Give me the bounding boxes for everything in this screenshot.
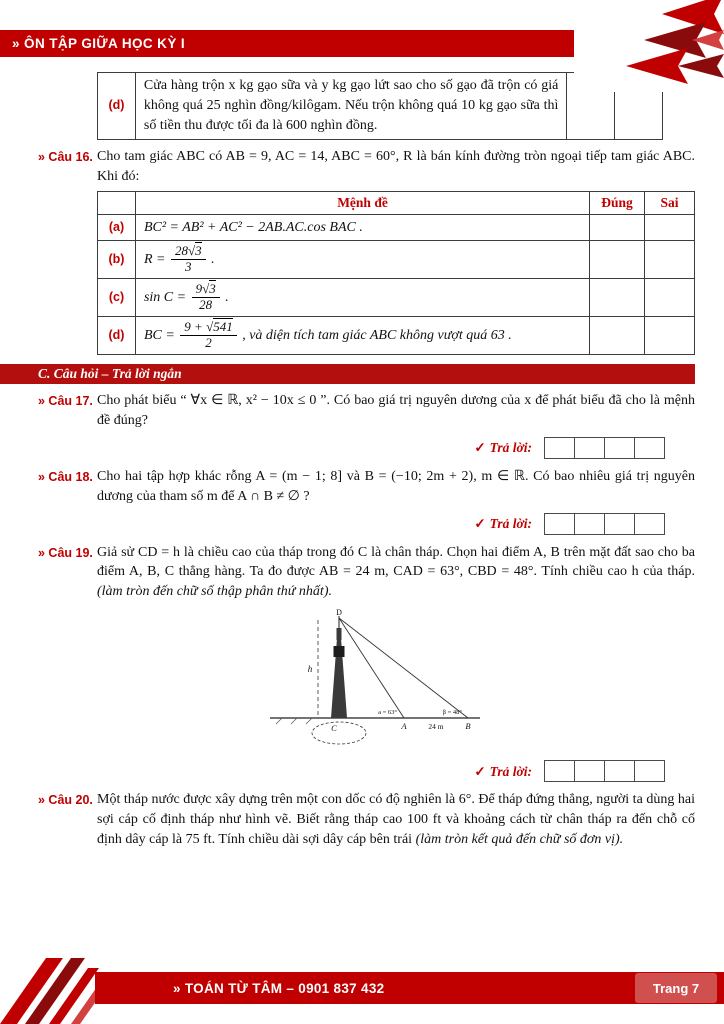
answer-label: ✓ Trả lời: xyxy=(474,515,532,531)
question-17-text: Cho phát biểu “ ∀x ∈ ℝ, x² − 10x ≤ 0 ”. Có bao giá trị nguyên dương của x để phát biểu đã cho là mệnh đề đúng? xyxy=(97,393,695,428)
answer-boxes-q17 xyxy=(545,437,665,459)
dung-mark-cell[interactable] xyxy=(590,241,645,279)
question-19 xyxy=(38,543,695,603)
section-c-title: C. Câu hỏi – Trả lời ngắn xyxy=(38,366,182,382)
question-20 xyxy=(38,790,695,850)
answer-label: ✓ Trả lời: xyxy=(474,440,532,456)
row-statement: Cửa hàng trộn x kg gạo sữa và y kg gạo lứt sao cho số gạo đã trộn có giá không quá 25 nghìn đồng/kilôgam. Nếu trộn không quá 10 kg gạo sữa thì số tiền thu được tối đa là 600 nghìn đồng. xyxy=(135,73,567,140)
header-empty-cell xyxy=(98,192,136,214)
answer-box[interactable] xyxy=(544,437,575,459)
question-16-text: Cho tam giác ABC có AB = 9, AC = 14, ABC = 60°, R là bán kính đường tròn ngoại tiếp tam giác ABC. Khi đó: xyxy=(97,148,695,184)
figure-distance: 24 m xyxy=(427,722,444,732)
question-16 xyxy=(38,147,695,187)
section-c-header xyxy=(0,364,695,384)
header-menhde: Mệnh đề xyxy=(135,192,589,214)
answer-box[interactable] xyxy=(574,513,605,535)
question-16-label: » Câu 16. xyxy=(38,149,93,164)
answer-box[interactable] xyxy=(604,760,635,782)
dung-mark-cell[interactable] xyxy=(590,214,645,241)
figure-label-h: h xyxy=(307,664,312,675)
check-icon: ✓ xyxy=(474,763,486,779)
question-20-text: Một tháp nước được xây dựng trên một con dốc có độ nghiên là 6°. Để tháp đứng thẳng, người ta dùng hai sợi cáp cố định tháp như hình vẽ. Biết rằng tháp cao 100 ft và khoảng cách từ chân tháp ra đến chỗ cố định dây cáp là 75 ft. Tính chiều dài sợi dây cáp bên trái (làm tròn kết quả đến chữ số đơn vị). xyxy=(97,792,695,847)
statement-row-d xyxy=(98,317,695,355)
row-label: (c) xyxy=(98,279,136,317)
sai-mark-cell[interactable] xyxy=(645,241,695,279)
figure-label-top: D xyxy=(335,608,342,618)
figure-point-c: C xyxy=(330,723,337,734)
header-sai: Sai xyxy=(645,192,695,214)
row-statement xyxy=(135,214,589,241)
figure-point-b: B xyxy=(464,721,471,732)
answer-box[interactable] xyxy=(604,437,635,459)
row-statement xyxy=(135,241,589,279)
answer-boxes-q18 xyxy=(545,513,665,535)
answer-row-q17 xyxy=(38,436,665,460)
sqrt-radical: √ 3 xyxy=(202,280,216,296)
answer-box[interactable] xyxy=(574,760,605,782)
answer-box[interactable] xyxy=(634,760,665,782)
answer-box[interactable] xyxy=(544,760,575,782)
row-statement xyxy=(135,317,589,355)
formula: sin C = $\frac{9 √ 3}{28}$ . xyxy=(144,290,229,305)
row-statement xyxy=(135,279,589,317)
header-dung: Đúng xyxy=(590,192,645,214)
row-label: (d) xyxy=(98,73,136,140)
dung-mark-cell[interactable] xyxy=(590,317,645,355)
answer-box[interactable] xyxy=(604,513,635,535)
statement-row-c xyxy=(98,279,695,317)
table-header-row xyxy=(98,192,695,214)
content-area xyxy=(38,72,695,850)
formula: BC² = AB² + AC² − 2AB.AC.cos BAC . xyxy=(143,219,363,235)
answer-row-q18 xyxy=(38,512,665,536)
row-label: (b) xyxy=(98,241,136,279)
sqrt-radical: √ 541 xyxy=(206,318,233,334)
statement-row-a xyxy=(98,214,695,241)
question-17-label: » Câu 17. xyxy=(38,394,93,409)
footer-bar xyxy=(95,972,724,1004)
check-icon: ✓ xyxy=(474,440,486,456)
question-19-label: » Câu 19. xyxy=(38,545,93,560)
figure-point-a: A xyxy=(400,721,407,732)
formula: R = $\frac{28 √ 3}{3}$ . xyxy=(144,252,215,267)
statement-row-b xyxy=(98,241,695,279)
check-icon: ✓ xyxy=(474,515,486,531)
tower-figure-wrap xyxy=(38,606,695,754)
sai-mark-cell[interactable] xyxy=(645,317,695,355)
figure-angle-b: β = 48° xyxy=(442,709,462,717)
answer-box[interactable] xyxy=(544,513,575,535)
page-number-badge: Trang 7 xyxy=(635,973,717,1003)
answer-label: ✓ Trả lời: xyxy=(474,763,532,779)
tower-figure xyxy=(242,606,492,754)
answer-boxes-q19 xyxy=(545,760,665,782)
question-18 xyxy=(38,467,695,507)
question-20-label: » Câu 20. xyxy=(38,793,93,808)
question-17 xyxy=(38,391,695,431)
formula: BC = $\frac{9 + √ 541}{2}$ , và diện tích tam giác ABC không vượt quá 63 . xyxy=(144,328,512,343)
answer-box[interactable] xyxy=(634,437,665,459)
answer-row-q19 xyxy=(38,759,665,783)
footer-brand: » TOÁN TỪ TÂM – 0901 837 432 xyxy=(173,980,385,996)
row-label: (d) xyxy=(98,317,136,355)
answer-box[interactable] xyxy=(574,437,605,459)
sqrt-radical: √ 3 xyxy=(188,242,202,258)
figure-angle-a: a = 63° xyxy=(377,709,397,717)
question-16-table xyxy=(97,191,695,355)
rounding-note: (làm tròn đến chữ số thập phân thứ nhất). xyxy=(97,584,332,600)
rounding-note: (làm tròn kết quả đến chữ số đơn vị). xyxy=(415,831,624,847)
header-title: » ÔN TẬP GIỮA HỌC KỲ I xyxy=(12,36,186,51)
question-18-label: » Câu 18. xyxy=(38,469,93,484)
question-18-text: Cho hai tập hợp khác rỗng A = (m − 1; 8] và B = (−10; 2m + 2), m ∈ ℝ. Có bao nhiêu giá trị nguyên dương của tham số m để A ∩ B ≠ ∅ ? xyxy=(97,468,695,504)
sai-mark-cell[interactable] xyxy=(645,279,695,317)
row-label: (a) xyxy=(98,214,136,241)
dung-mark-cell[interactable] xyxy=(590,279,645,317)
answer-box[interactable] xyxy=(634,513,665,535)
sai-mark-cell[interactable] xyxy=(645,214,695,241)
question-19-text: Giả sử CD = h là chiều cao của tháp trong đó C là chân tháp. Chọn hai điểm A, B trên mặt đất sao cho ba điểm A, B, C thẳng hàng. Ta đo được AB = 24 m, CAD = 63°, CBD = 48°. Tính chiều cao h của tháp. (làm tròn đến chữ số thập phân thứ nhất). xyxy=(97,544,695,600)
corner-arrows-decoration xyxy=(574,0,724,92)
